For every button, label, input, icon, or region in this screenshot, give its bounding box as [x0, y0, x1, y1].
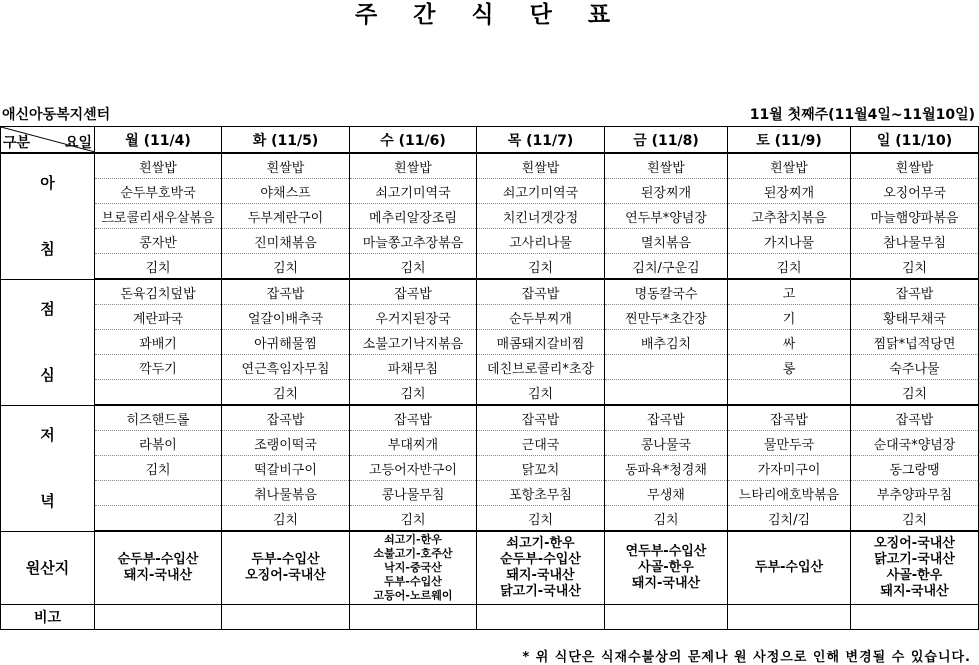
dish-cell: [728, 380, 851, 406]
dish-cell: 동그랑땡: [851, 456, 979, 481]
dish-cell: 찐만두*초간장: [605, 305, 728, 330]
dish-cell: 고: [728, 279, 851, 305]
meal-label-bottom: 심: [40, 366, 55, 384]
dish-cell: 잡곡밥: [605, 405, 728, 431]
dish-cell: 황태무채국: [851, 305, 979, 330]
dish-cell: [95, 481, 222, 506]
dish-cell: 아귀해물찜: [222, 330, 350, 355]
dish-cell: 명동칼국수: [605, 279, 728, 305]
dish-cell: 동파육*청경채: [605, 456, 728, 481]
dish-cell: [605, 355, 728, 380]
meal-label-bottom: 녁: [40, 492, 55, 510]
dish-cell: 김치: [605, 506, 728, 532]
dish-cell: 마늘햄양파볶음: [851, 204, 979, 229]
day-header: 일 (11/10): [851, 127, 979, 154]
dish-cell: 김치/김: [728, 506, 851, 532]
dish-cell: 포항초무침: [477, 481, 605, 506]
meal-label: [1, 153, 95, 279]
meal-row: [1, 380, 979, 406]
note-cell: [222, 604, 350, 629]
dish-cell: 매콤돼지갈비찜: [477, 330, 605, 355]
meal-row: [1, 305, 979, 330]
dish-cell: 김치: [222, 380, 350, 406]
origin-line: 오징어-국내산: [245, 567, 326, 583]
dish-cell: 된장찌개: [728, 179, 851, 204]
meal-row: [1, 153, 979, 179]
dish-cell: 김치: [851, 254, 979, 280]
dish-cell: 소불고기낙지볶음: [350, 330, 477, 355]
meal-label-top: 점: [40, 300, 55, 318]
dish-cell: 된장찌개: [605, 179, 728, 204]
origin-line: 쇠고기-한우: [506, 535, 575, 551]
corner-label-day: 요일: [64, 135, 92, 151]
dish-cell: 오징어무국: [851, 179, 979, 204]
dish-cell: 김치: [728, 254, 851, 280]
dish-cell: 연근흑임자무침: [222, 355, 350, 380]
dish-cell: 김치: [350, 380, 477, 406]
dish-cell: 라볶이: [95, 431, 222, 456]
dish-cell: 가지나물: [728, 229, 851, 254]
dish-cell: 김치: [477, 380, 605, 406]
dish-cell: 김치: [851, 506, 979, 532]
dish-cell: [95, 506, 222, 532]
origin-cell: [728, 531, 851, 604]
note-cell: [95, 604, 222, 629]
corner-cell: [1, 127, 95, 154]
dish-cell: 김치: [222, 506, 350, 532]
dish-cell: 잡곡밥: [222, 405, 350, 431]
meal-row: [1, 456, 979, 481]
dish-cell: [95, 380, 222, 406]
dish-cell: 브로콜리새우살볶음: [95, 204, 222, 229]
origin-line: 쇠고기-한우: [384, 532, 442, 546]
dish-cell: 조랭이떡국: [222, 431, 350, 456]
dish-cell: 잡곡밥: [728, 405, 851, 431]
note-cell: [851, 604, 979, 629]
dish-cell: 부추양파무침: [851, 481, 979, 506]
origin-line: 두부-수입산: [754, 559, 824, 575]
dish-cell: 취나물볶음: [222, 481, 350, 506]
dish-cell: 고사리나물: [477, 229, 605, 254]
day-header: 목 (11/7): [477, 127, 605, 154]
dish-cell: 김치: [350, 506, 477, 532]
origin-line: 순두부-수입산: [500, 551, 581, 567]
origin-line: 순두부-수입산: [117, 551, 199, 567]
meal-row: [1, 405, 979, 431]
dish-cell: 진미채볶음: [222, 229, 350, 254]
meal-row: [1, 355, 979, 380]
origin-line: 낙지-중국산: [384, 560, 442, 574]
footnote: * 위 식단은 식재수불상의 문제나 원 사정으로 인해 변경될 수 있습니다.: [522, 650, 971, 665]
week-label: 11월 첫째주(11월4일~11월10일): [749, 107, 975, 123]
origin-cell: [851, 531, 979, 604]
origin-row: [1, 531, 979, 604]
dish-cell: 흰쌀밥: [605, 153, 728, 179]
dish-cell: 근대국: [477, 431, 605, 456]
dish-cell: 롱: [728, 355, 851, 380]
dish-cell: 연두부*양념장: [605, 204, 728, 229]
dish-cell: 김치: [222, 254, 350, 280]
dish-cell: 잡곡밥: [851, 405, 979, 431]
dish-cell: 떡갈비구이: [222, 456, 350, 481]
dish-cell: 쇠고기미역국: [350, 179, 477, 204]
dish-cell: 무생채: [605, 481, 728, 506]
dish-cell: 기: [728, 305, 851, 330]
dish-cell: 찜닭*넙적당면: [851, 330, 979, 355]
dish-cell: 순대국*양념장: [851, 431, 979, 456]
dish-cell: 김치: [477, 254, 605, 280]
page-title: 주 간 식 단 표: [354, 2, 625, 28]
origin-line: 사골-한우: [638, 559, 694, 575]
dish-cell: 멸치볶음: [605, 229, 728, 254]
meal-row: [1, 279, 979, 305]
meal-row: [1, 506, 979, 532]
dish-cell: 물만두국: [728, 431, 851, 456]
dish-cell: 흰쌀밥: [851, 153, 979, 179]
dish-cell: 부대찌개: [350, 431, 477, 456]
day-header: 수 (11/6): [350, 127, 477, 154]
meal-row: [1, 254, 979, 280]
origin-line: 돼지-국내산: [880, 583, 949, 599]
meal-label: [1, 279, 95, 405]
dish-cell: 잡곡밥: [222, 279, 350, 305]
origin-line: 소불고기-호주산: [373, 546, 453, 560]
dish-cell: 순두부호박국: [95, 179, 222, 204]
meal-row: [1, 431, 979, 456]
dish-cell: 잡곡밥: [477, 279, 605, 305]
dish-cell: 메추리알장조림: [350, 204, 477, 229]
note-label: 비고: [1, 604, 95, 629]
origin-line: 고등어-노르웨이: [373, 588, 453, 602]
meal-label-top: 저: [40, 426, 55, 444]
meal-label-bottom: 침: [40, 240, 55, 259]
origin-line: 돼지-국내산: [123, 567, 193, 583]
origin-cell: [477, 531, 605, 604]
corner-label-category: 구분: [3, 135, 31, 151]
dish-cell: 야채스프: [222, 179, 350, 204]
origin-line: 연두부-수입산: [625, 543, 707, 559]
dish-cell: 흰쌀밥: [477, 153, 605, 179]
dish-cell: 마늘쫑고추장볶음: [350, 229, 477, 254]
dish-cell: 배추김치: [605, 330, 728, 355]
dish-cell: 가자미구이: [728, 456, 851, 481]
dish-cell: 김치: [851, 380, 979, 406]
dish-cell: 콩나물국: [605, 431, 728, 456]
dish-cell: 숙주나물: [851, 355, 979, 380]
origin-line: 두부-수입산: [251, 551, 320, 567]
dish-cell: 흰쌀밥: [728, 153, 851, 179]
dish-cell: 얼갈이배추국: [222, 305, 350, 330]
origin-line: 닭고기-국내산: [500, 583, 581, 599]
center-name: 애신아동복지센터: [2, 107, 111, 123]
meal-row: [1, 481, 979, 506]
note-row: [1, 604, 979, 629]
meal-row: [1, 330, 979, 355]
origin-label: 원산지: [1, 531, 95, 604]
origin-line: 오징어-국내산: [874, 535, 955, 551]
dish-cell: 느타리애호박볶음: [728, 481, 851, 506]
dish-cell: 계란파국: [95, 305, 222, 330]
day-header: 화 (11/5): [222, 127, 350, 154]
origin-cell: [222, 531, 350, 604]
day-header: 금 (11/8): [605, 127, 728, 154]
dish-cell: 순두부찌개: [477, 305, 605, 330]
origin-line: 닭고기-국내산: [874, 551, 955, 567]
dish-cell: 잡곡밥: [477, 405, 605, 431]
note-cell: [350, 604, 477, 629]
dish-cell: 닭꼬치: [477, 456, 605, 481]
note-cell: [605, 604, 728, 629]
dish-cell: 김치/구운김: [605, 254, 728, 280]
origin-cell: [95, 531, 222, 604]
dish-cell: 흰쌀밥: [350, 153, 477, 179]
dish-cell: 치킨너겟강정: [477, 204, 605, 229]
dish-cell: 두부계란구이: [222, 204, 350, 229]
dish-cell: 고등어자반구이: [350, 456, 477, 481]
dish-cell: 참나물무침: [851, 229, 979, 254]
dish-cell: 데친브로콜리*초장: [477, 355, 605, 380]
dish-cell: 꽈배기: [95, 330, 222, 355]
dish-cell: 쇠고기미역국: [477, 179, 605, 204]
dish-cell: 잡곡밥: [851, 279, 979, 305]
note-cell: [728, 604, 851, 629]
note-cell: [477, 604, 605, 629]
dish-cell: 김치: [350, 254, 477, 280]
dish-cell: 파채무침: [350, 355, 477, 380]
weekly-menu-table: [0, 126, 979, 630]
dish-cell: 싸: [728, 330, 851, 355]
dish-cell: 우거지된장국: [350, 305, 477, 330]
meal-row: [1, 204, 979, 229]
dish-cell: 히즈핸드롤: [95, 405, 222, 431]
dish-cell: 잡곡밥: [350, 405, 477, 431]
dish-cell: 흰쌀밥: [95, 153, 222, 179]
dish-cell: 김치: [477, 506, 605, 532]
meal-label-top: 아: [40, 174, 55, 193]
dish-cell: 고추참치볶음: [728, 204, 851, 229]
day-header: 토 (11/9): [728, 127, 851, 154]
meal-row: [1, 179, 979, 204]
dish-cell: 콩나물무침: [350, 481, 477, 506]
dish-cell: 김치: [95, 456, 222, 481]
day-header: 월 (11/4): [95, 127, 222, 154]
origin-line: 사골-한우: [886, 567, 943, 583]
dish-cell: 돈육김치덮밥: [95, 279, 222, 305]
dish-cell: 콩자반: [95, 229, 222, 254]
dish-cell: 깍두기: [95, 355, 222, 380]
meal-label: [1, 405, 95, 531]
dish-cell: 흰쌀밥: [222, 153, 350, 179]
dish-cell: 잡곡밥: [350, 279, 477, 305]
origin-cell: [605, 531, 728, 604]
meal-row: [1, 229, 979, 254]
origin-line: 돼지-국내산: [631, 575, 701, 591]
origin-line: 두부-수입산: [384, 574, 442, 588]
header-row: [1, 127, 979, 154]
origin-line: 돼지-국내산: [506, 567, 575, 583]
origin-cell: [350, 531, 477, 604]
dish-cell: [605, 380, 728, 406]
dish-cell: 김치: [95, 254, 222, 280]
